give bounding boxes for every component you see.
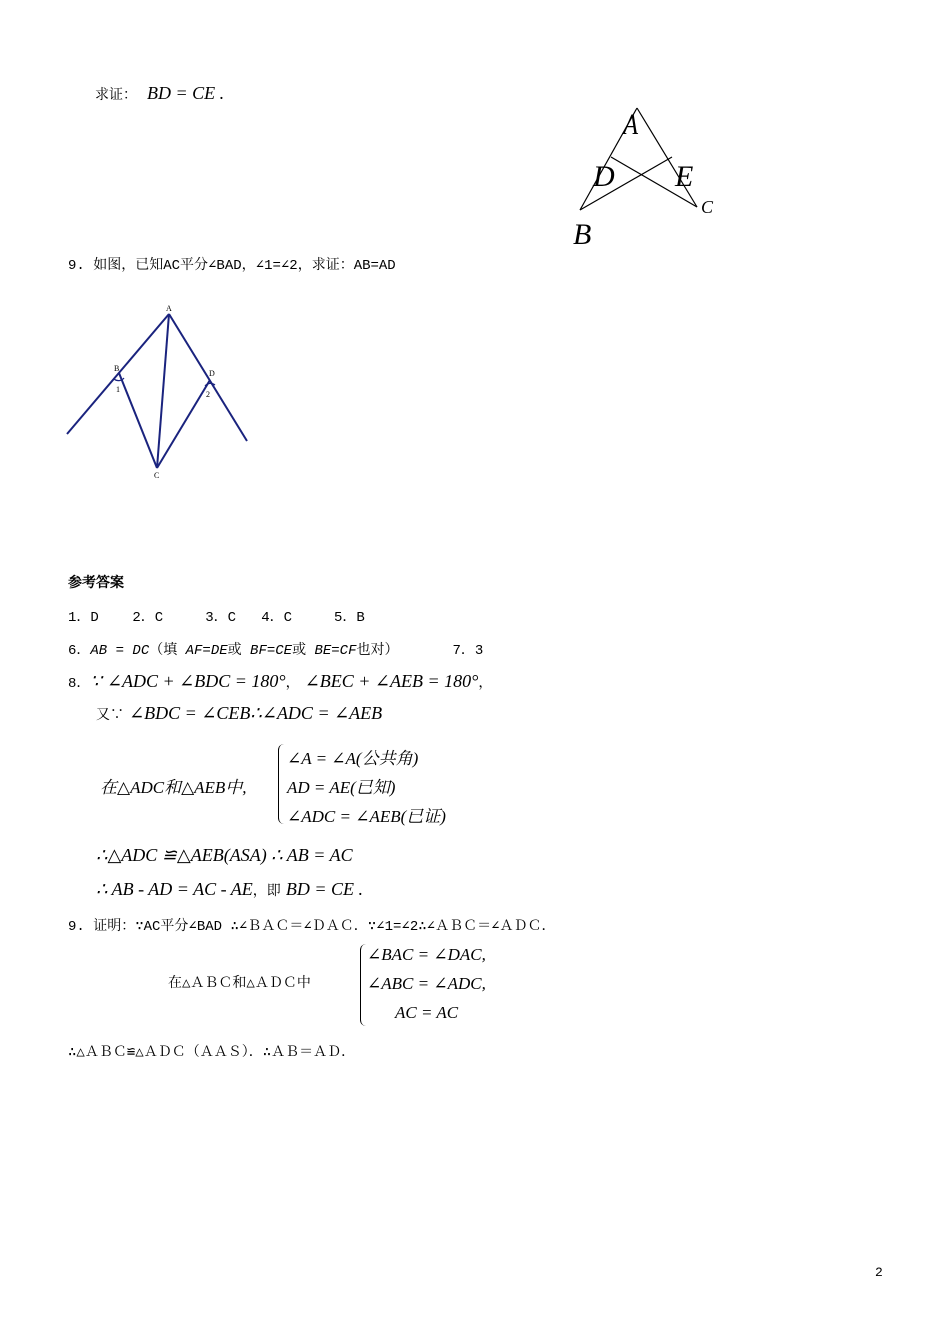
line-AC [157,314,169,468]
therefore-symbol: ∴ [250,703,262,723]
answer-8-cond2: AD = AE(已知) [287,778,396,797]
line-A-right [169,314,247,441]
page-number: 2 [875,1265,883,1280]
triangle-figure-q8 [565,100,725,250]
answer-6-or1: 或 [227,643,251,659]
answer-9-cond2: ∠ABC = ∠ADC, [367,974,486,993]
answer-6-or2: 或 [292,643,315,659]
label-D: D [209,369,215,378]
answer-6-tail: 也对） [356,643,399,659]
answer-6-fill: （填 [149,643,186,659]
answer-8-eq2: ∠BEC + ∠AEB = 180° [304,671,479,691]
answer-8-conclusion1: ∴△ADC ≌△AEB(ASA) ∴ AB = AC [96,845,353,865]
answer-9-cond1: ∠BAC = ∠DAC, [367,945,486,964]
label-B: B [573,218,592,250]
label-D: D [593,160,615,193]
answer-8-line1 [68,671,492,692]
comma: ， [285,675,300,691]
answer-8-eq3: ∠BDC = ∠CEB [129,703,251,723]
label-angle1: 1 [116,385,120,394]
answer-8-line2 [96,703,382,724]
answer-9-cond3: AC = AC [395,1003,459,1022]
label-C: C [701,197,714,217]
answer-6-alt-a: AF=DE [185,643,228,659]
answer-8-eq4: ∠ADC = ∠AEB [261,703,383,723]
answer-8-cond3: ∠ADC = ∠AEB(已证) [287,807,446,826]
answer-8-result: BD = CE . [285,879,364,899]
line-A-left [67,314,169,434]
line-BC [119,373,157,468]
comma: ， [478,675,493,691]
line-DC [157,380,210,468]
answer-7: 7．3 [452,643,484,659]
answer-8-number: 8． [68,676,91,692]
label-angle2: 2 [206,390,210,399]
label-C: C [154,471,160,480]
label-A: A [623,107,639,141]
answer-9-conclusion: ∴△ＡＢＣ≌△ＡＤＣ（ＡＡＳ）．∴ＡＢ＝ＡＤ． [68,1045,356,1061]
answer-8-cond1: ∠A = ∠A(公共角) [287,749,419,768]
answer-9-line: 9. 证明：∵AC平分∠BAD ∴∠ＢＡＣ＝∠ＤＡＣ．∵∠1=∠2∴∠ＡＢＣ＝∠ＡＤＣ． [68,919,556,935]
answer-8-conclusion2 [96,879,363,900]
answer-8-subtraction: ∴ AB - AD = AC - AE [96,879,253,899]
answer-8-eq1: ∠ADC + ∠BDC = 180° [106,671,286,691]
answer-6-alt-b: BF=CE [250,643,293,659]
prove-expression: BD = CE . [147,83,225,103]
answer-8-brace [278,744,287,824]
label-B: B [114,364,120,373]
answer-9-in-triangles: 在△ＡＢＣ和△ＡＤＣ中 [168,976,311,992]
answers-title: 参考答案 [68,575,124,591]
label-E: E [675,160,694,193]
prove-label: 求证： [95,87,137,103]
answer-8-in-triangles: 在△ADC和△AEB中, [100,778,247,797]
answer-6-number: 6． [68,643,91,659]
answer-6-eq: AB = DC [90,643,150,659]
kite-figure-q9 [62,300,262,485]
answers-1-5: 1．D 2．C 3．C 4．C 5．B [68,610,365,626]
label-A: A [166,304,172,313]
answer-6-7 [68,639,483,659]
also-because: 又∵ [96,707,124,723]
because-symbol: ∵ [90,671,102,691]
answer-8-ie: ，即 [252,883,281,899]
answer-6-alt-c: BE=CF [314,643,357,659]
q9-statement: 9. 如图，已知AC平分∠BAD，∠1=∠2，求证：AB=AD [68,258,396,274]
